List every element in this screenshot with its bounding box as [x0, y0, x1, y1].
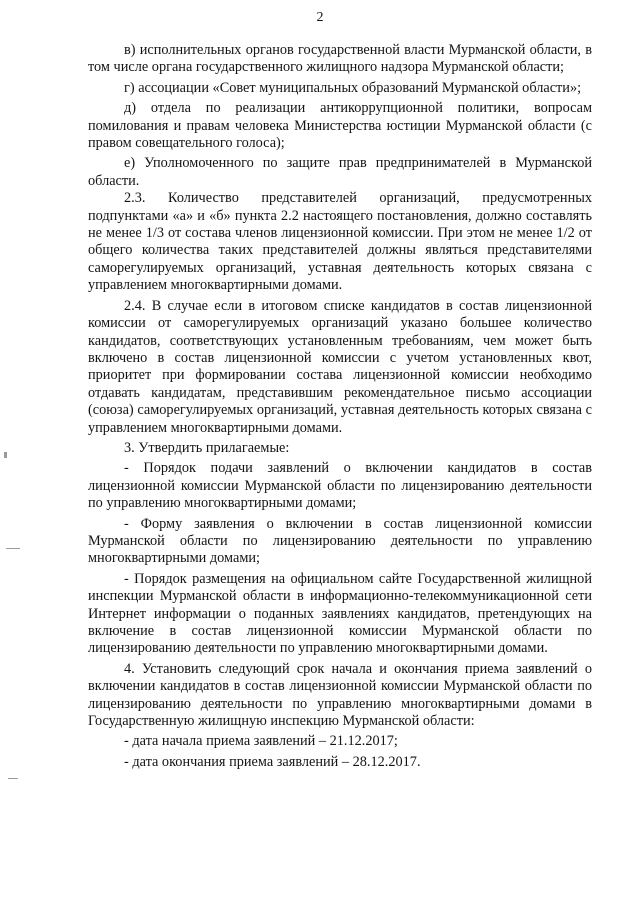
list-item-v: в) исполнительных органов государственной власти Мурманской области, в том числе органа государственного жилищного надзора Мурманской области;	[88, 42, 592, 76]
list-item-e: е) Уполномоченного по защите прав предпринимателей в Мурманской области.	[88, 155, 592, 189]
list-item-g: г) ассоциации «Совет муниципальных образований Мурманской области»;	[124, 79, 582, 96]
page-number: 2	[316, 10, 324, 25]
start-date-line: - дата начала приема заявлений – 21.12.2017;	[124, 733, 398, 750]
clause-4: 4. Установить следующий срок начала и окончания приема заявлений о включении кандидатов в состав лицензионной комиссии Мурманской области по лицензированию деятельности по управлению многоквартирными домами в Государственную жилищную инспекцию Мурманской области:	[88, 660, 592, 730]
clause-3: 3. Утвердить прилагаемые:	[124, 439, 290, 456]
scan-margin-mark	[4, 452, 7, 458]
approved-item-2: - Форму заявления о включении в состав лицензионной комиссии Мурманской области по лицензированию деятельности по управлению многоквартирными домами;	[88, 515, 592, 567]
document-body	[88, 42, 592, 771]
approved-item-3: - Порядок размещения на официальном сайте Государственной жилищной инспекции Мурманской области в информационно-телекоммуникационной сети Интернет информации о поданных заявлениях кандидатов, претендующих на включение в состав лицензионной комиссии Мурманской области по лицензированию деятельности по управлению многоквартирными домами.	[88, 570, 592, 657]
list-item-d: д) отдела по реализации антикоррупционной политики, вопросам помилования и правам человека Министерства юстиции Мурманской области (с правом совещательного голоса);	[88, 100, 592, 152]
clause-2-4: 2.4. В случае если в итоговом списке кандидатов в состав лицензионной комиссии от саморегулируемых организаций указано большее количество кандидатов, соответствующих установленным требованиям, чем может быть включено в состав лицензионной комиссии с учетом установленных квот, приоритет при формировании состава лицензионной комиссии необходимо отдавать кандидатам, представившим рекомендательное письмо ассоциации (союза) саморегулируемых организаций, уставная деятельность которых связана с управлением многоквартирными домами.	[88, 297, 592, 436]
approved-item-1: - Порядок подачи заявлений о включении кандидатов в состав лицензионной комиссии Мурманской области по лицензированию деятельности по управлению многоквартирными домами;	[88, 460, 592, 512]
scan-margin-mark	[6, 548, 20, 549]
end-date-line: - дата окончания приема заявлений – 28.12.2017.	[124, 753, 421, 770]
clause-2-3: 2.3. Количество представителей организаций, предусмотренных подпунктами «а» и «б» пункта 2.2 настоящего постановления, должно составлять не менее 1/3 от состава членов лицензионной комиссии. При этом не менее 1/2 от общего количества таких представителей должны являться представителями саморегулируемых организаций, уставная деятельность которых связана с управлением многоквартирными домами.	[88, 190, 592, 294]
scan-margin-mark	[8, 778, 18, 779]
